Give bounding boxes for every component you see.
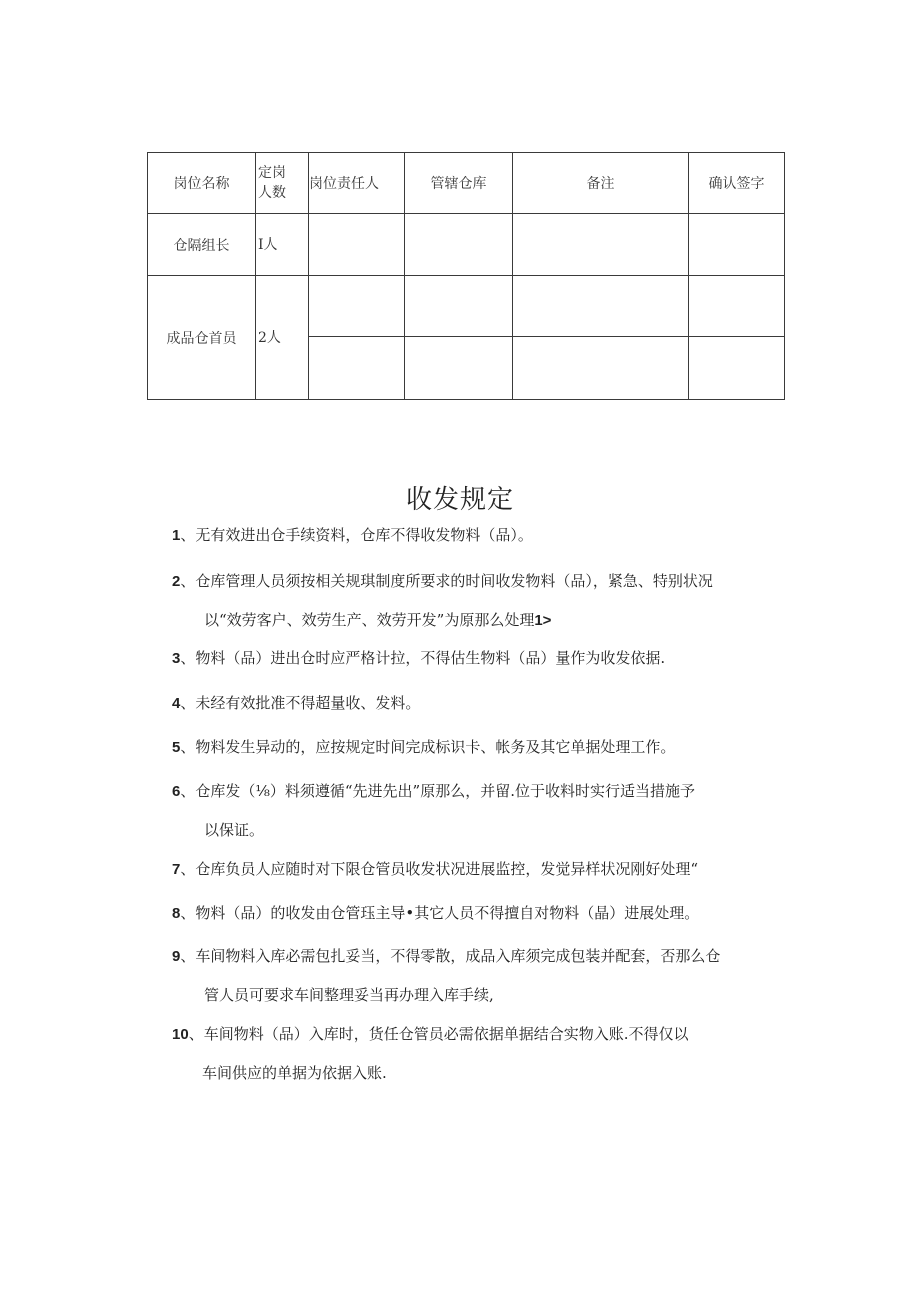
rule-item — [172, 945, 720, 1005]
cell-responsible[interactable] — [309, 214, 405, 276]
header-signature: 确认签字 — [689, 153, 785, 214]
cell-signature[interactable] — [689, 214, 785, 276]
rule-item — [172, 570, 713, 630]
rule-text: 、车间物料入库必需包扎妥当，不得零散，成品入库须完成包装并配套，否那么仓 — [180, 947, 721, 965]
rule-continuation — [172, 609, 713, 630]
table-row — [148, 276, 785, 337]
header-warehouse: 管辖仓库 — [405, 153, 513, 214]
rule-continuation: 管人员可要求车间整理妥当再办理入库手续, — [204, 986, 494, 1004]
cell-responsible[interactable] — [309, 276, 405, 337]
rule-item — [172, 736, 675, 757]
rule-number: 4 — [172, 695, 181, 712]
rule-number: 3 — [172, 650, 181, 667]
table-header-row — [148, 153, 785, 214]
rule-number: 8 — [172, 905, 181, 922]
rule-number: 1 — [172, 527, 181, 544]
cell-signature[interactable] — [689, 276, 785, 337]
cell-responsible[interactable] — [309, 337, 405, 400]
section-title: 收发规定 — [405, 485, 514, 516]
cell-remarks[interactable] — [513, 337, 689, 400]
cell-warehouse[interactable] — [405, 214, 513, 276]
rule-item — [172, 647, 665, 668]
cell-headcount: I人 — [256, 214, 309, 276]
rule-item — [172, 524, 533, 545]
rule-text: 、物料（品）进出仓时应严格计拉，不得估生物料（品）量作为收发依据. — [180, 649, 666, 667]
cell-remarks[interactable] — [513, 276, 689, 337]
rule-text: 、车间物料（品）入库时，货任仓管员必需依据单据结合实物入账.不得仅以 — [188, 1025, 689, 1043]
cell-warehouse[interactable] — [405, 337, 513, 400]
header-remarks: 备注 — [513, 153, 689, 214]
rule-text: 、仓库管理人员须按相关规琪制度所要求的时间收发物料（品），紧急、特别状况 — [180, 572, 713, 590]
rule-number: 10 — [172, 1026, 189, 1043]
rule-item — [172, 1023, 688, 1083]
header-headcount-text: 定岗人数 — [258, 165, 286, 201]
rule-number: 2 — [172, 573, 181, 590]
cell-headcount: 2人 — [256, 276, 309, 400]
rule-number: 9 — [172, 948, 181, 965]
cell-remarks[interactable] — [513, 214, 689, 276]
rule-number: 7 — [172, 861, 181, 878]
table-row — [148, 214, 785, 276]
cell-post-name: 成品仓首员 — [148, 276, 256, 400]
rule-number: 6 — [172, 783, 181, 800]
rule-text: 、无有效进出仓手续资料，仓库不得收发物料（品）。 — [180, 526, 533, 544]
rule-text: 、仓库发（⅛）料须遵循“先进先出”原那么，并留.位于收料时实行适当措施予 — [180, 782, 695, 800]
cell-post-name: 仓隔组长 — [148, 214, 256, 276]
rule-continuation-text: 以“效劳客户、效劳生产、效劳开发”为原那么处理 — [204, 611, 535, 629]
rule-continuation: 车间供应的单据为依据入账. — [202, 1064, 387, 1082]
rule-number: 5 — [172, 739, 181, 756]
rule-text: 、未经有效批准不得超量收、发料。 — [180, 694, 421, 712]
header-headcount — [256, 153, 309, 214]
rule-item — [172, 902, 699, 923]
rule-text: 、仓库负员人应随时对下限仓管员收发状况进展监控，发觉异样状况刚好处理“ — [180, 860, 699, 878]
cell-signature[interactable] — [689, 337, 785, 400]
rule-item — [172, 858, 698, 879]
rule-continuation-tail: 1> — [534, 612, 552, 629]
header-responsible: 岗位责任人 — [309, 153, 405, 214]
rule-item — [172, 780, 695, 840]
rule-text: 、物料发生异动的，应按规定时间完成标识卡、帐务及其它单据处理工作。 — [180, 738, 676, 756]
rule-item — [172, 692, 420, 713]
staffing-table — [147, 152, 785, 400]
rule-text: 、物料（品）的收发由仓管珏主导•其它人员不得擅自对物料（晶）进展处理。 — [180, 904, 700, 922]
cell-warehouse[interactable] — [405, 276, 513, 337]
rule-continuation: 以保证。 — [204, 821, 265, 839]
header-post-name: 岗位名称 — [148, 153, 256, 214]
